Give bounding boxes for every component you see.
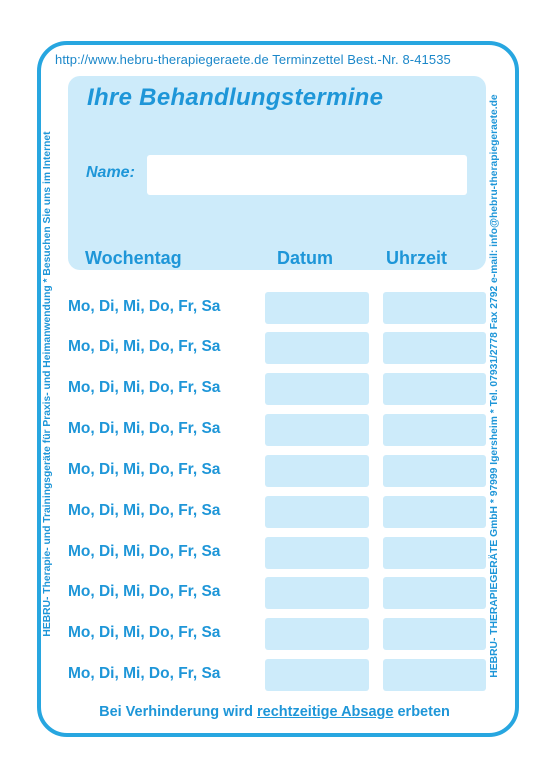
weekday-options: Mo, Di, Mi, Do, Fr, Sa [68,543,221,560]
date-field[interactable] [265,577,369,609]
time-field[interactable] [383,414,486,446]
appointment-row [0,292,549,324]
footer-text-emphasis: rechtzeitige Absage [257,704,394,720]
weekday-options: Mo, Di, Mi, Do, Fr, Sa [68,379,221,396]
weekday-options: Mo, Di, Mi, Do, Fr, Sa [68,502,221,519]
date-field[interactable] [265,332,369,364]
weekday-options: Mo, Di, Mi, Do, Fr, Sa [68,420,221,437]
date-field[interactable] [265,659,369,691]
name-label: Name: [86,164,135,181]
weekday-options: Mo, Di, Mi, Do, Fr, Sa [68,298,221,315]
footer-text-after: erbeten [393,704,450,720]
date-field[interactable] [265,537,369,569]
time-field[interactable] [383,577,486,609]
weekday-options: Mo, Di, Mi, Do, Fr, Sa [68,665,221,682]
time-field[interactable] [383,292,486,324]
weekday-options: Mo, Di, Mi, Do, Fr, Sa [68,583,221,600]
side-text-left: HEBRU- Therapie- und Trainingsgeräte für Praxis- und Heimanwendung * Besuchen Sie uns im Internet [42,131,53,637]
appointment-row [0,455,549,487]
page-title: Ihre Behandlungstermine [87,84,384,111]
time-field[interactable] [383,373,486,405]
time-field[interactable] [383,537,486,569]
appointment-row [0,577,549,609]
appointment-row [0,537,549,569]
weekday-options: Mo, Di, Mi, Do, Fr, Sa [68,461,221,478]
column-header-time: Uhrzeit [386,248,448,268]
appointment-row [0,618,549,650]
time-field[interactable] [383,455,486,487]
date-field[interactable] [265,414,369,446]
appointment-row [0,332,549,364]
footer-text-before: Bei Verhinderung wird [99,704,258,720]
column-header-weekday: Wochentag [85,248,182,268]
date-field[interactable] [265,618,369,650]
appointment-row [0,414,549,446]
appointment-row [0,659,549,691]
date-field[interactable] [265,373,369,405]
time-field[interactable] [383,659,486,691]
weekday-options: Mo, Di, Mi, Do, Fr, Sa [68,338,221,355]
appointment-row [0,496,549,528]
column-header-date: Datum [277,248,334,268]
time-field[interactable] [383,332,486,364]
name-field[interactable] [147,155,467,195]
time-field[interactable] [383,618,486,650]
time-field[interactable] [383,496,486,528]
date-field[interactable] [265,455,369,487]
date-field[interactable] [265,292,369,324]
footer-note [0,704,549,720]
weekday-options: Mo, Di, Mi, Do, Fr, Sa [68,624,221,641]
appointment-row [0,373,549,405]
date-field[interactable] [265,496,369,528]
header-url-line: http://www.hebru-therapiegeraete.de Terminzettel Best.-Nr. 8-41535 [55,52,451,67]
side-text-right: HEBRU- THERAPIEGERÄTE GmbH * 97999 Igersheim * Tel. 07931/2778 Fax 2792 e-mail: info@hebru-therapiegeraete.de [489,94,500,678]
